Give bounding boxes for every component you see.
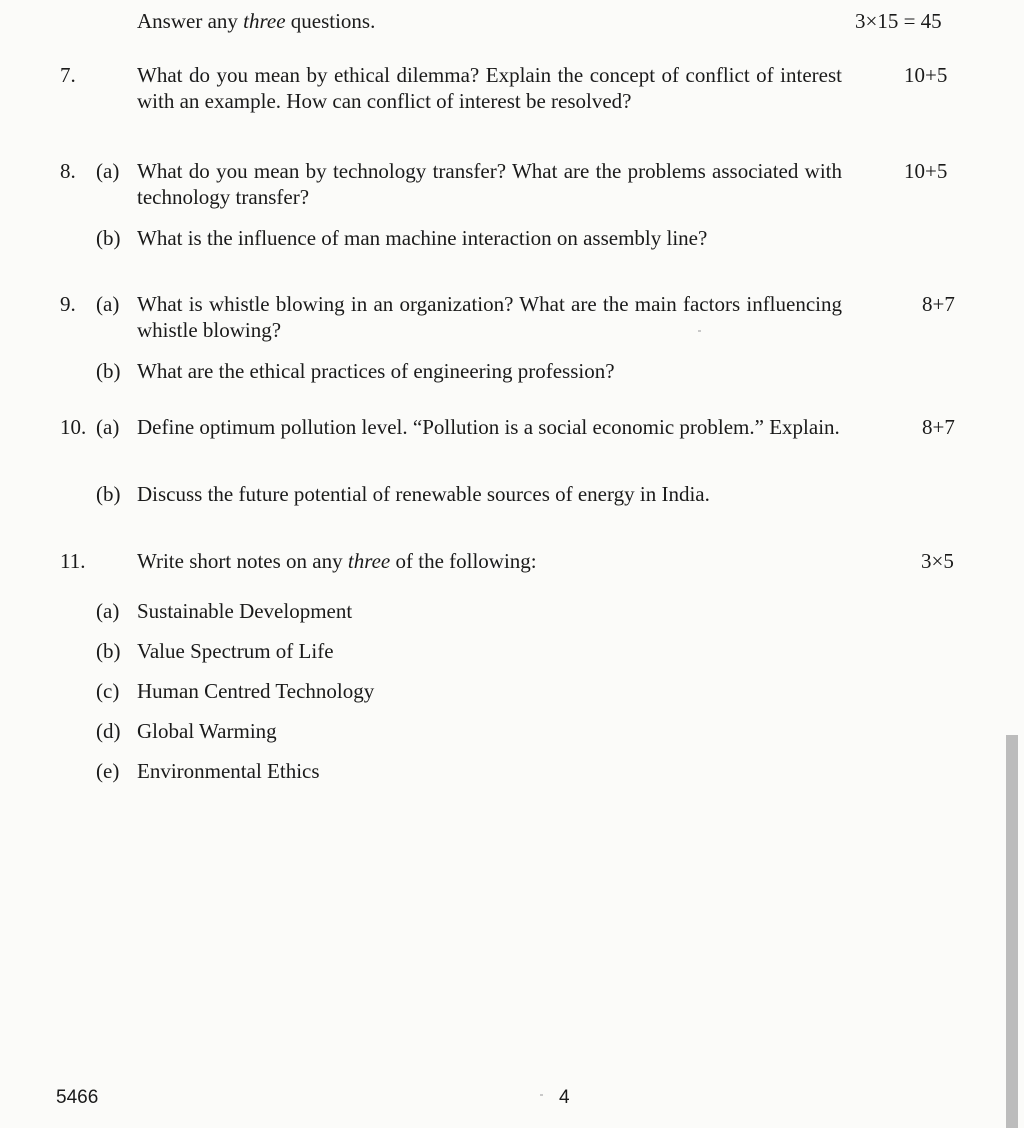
page-number: 4 (559, 1087, 570, 1108)
question-10b-label: (b) (96, 482, 121, 506)
list-item-label: (e) (96, 759, 120, 783)
list-item-label: (c) (96, 679, 120, 703)
question-11-prefix: Write short notes on any (137, 549, 348, 573)
list-item-text: Human Centred Technology (137, 679, 375, 703)
question-8b-text: What is the influence of man machine interaction on assembly line? (137, 226, 708, 250)
list-item-text: Sustainable Development (137, 599, 353, 623)
list-item-text: Environmental Ethics (137, 759, 320, 783)
instruction-suffix: questions. (285, 9, 376, 33)
question-11-suffix: of the following: (390, 549, 537, 573)
list-item-label: (a) (96, 599, 120, 623)
question-8b-label: (b) (96, 226, 121, 250)
question-8-number: 8. (60, 159, 76, 183)
question-10-marks: 8+7 (922, 415, 955, 439)
scan-edge-shadow (1006, 735, 1018, 1128)
question-10-number: 10. (60, 415, 87, 439)
question-7-text: What do you mean by ethical dilemma? Explain the concept of conflict of interest with an example. How can conflict of interest be resolved? (137, 63, 842, 113)
list-item-label: (b) (96, 639, 121, 663)
scan-speck (698, 330, 701, 332)
question-9a-label: (a) (96, 292, 120, 316)
instruction-line (137, 8, 375, 34)
question-8-marks: 10+5 (904, 159, 948, 183)
question-7-marks: 10+5 (904, 63, 948, 87)
question-11-text (137, 548, 537, 574)
question-9-marks: 8+7 (922, 292, 955, 316)
paper-code: 5466 (56, 1087, 99, 1108)
question-7-number: 7. (60, 63, 76, 87)
question-11-emphasis: three (347, 549, 391, 573)
question-10a-label: (a) (96, 415, 120, 439)
question-9b-label: (b) (96, 359, 121, 383)
list-item-label: (d) (96, 719, 121, 743)
instruction-marks: 3×15 = 45 (855, 9, 942, 33)
question-11-number: 11. (60, 549, 86, 573)
list-item-text: Global Warming (137, 719, 277, 743)
question-9-number: 9. (60, 292, 76, 316)
instruction-emphasis: three (243, 9, 286, 33)
instruction-prefix: Answer any (137, 9, 244, 33)
question-10b-text: Discuss the future potential of renewable sources of energy in India. (137, 482, 710, 506)
question-8a-text: What do you mean by technology transfer? What are the problems associated with technology transfer? (137, 159, 842, 209)
question-10a-text: Define optimum pollution level. “Pollution is a social economic problem.” Explain. (137, 415, 840, 439)
question-9b-text: What are the ethical practices of engineering profession? (137, 359, 615, 383)
question-8a-label: (a) (96, 159, 120, 183)
question-9a-text: What is whistle blowing in an organization? What are the main factors influencing whistle blowing? (137, 292, 842, 342)
question-11-marks: 3×5 (921, 549, 954, 573)
scan-speck (540, 1094, 543, 1096)
list-item-text: Value Spectrum of Life (137, 639, 334, 663)
